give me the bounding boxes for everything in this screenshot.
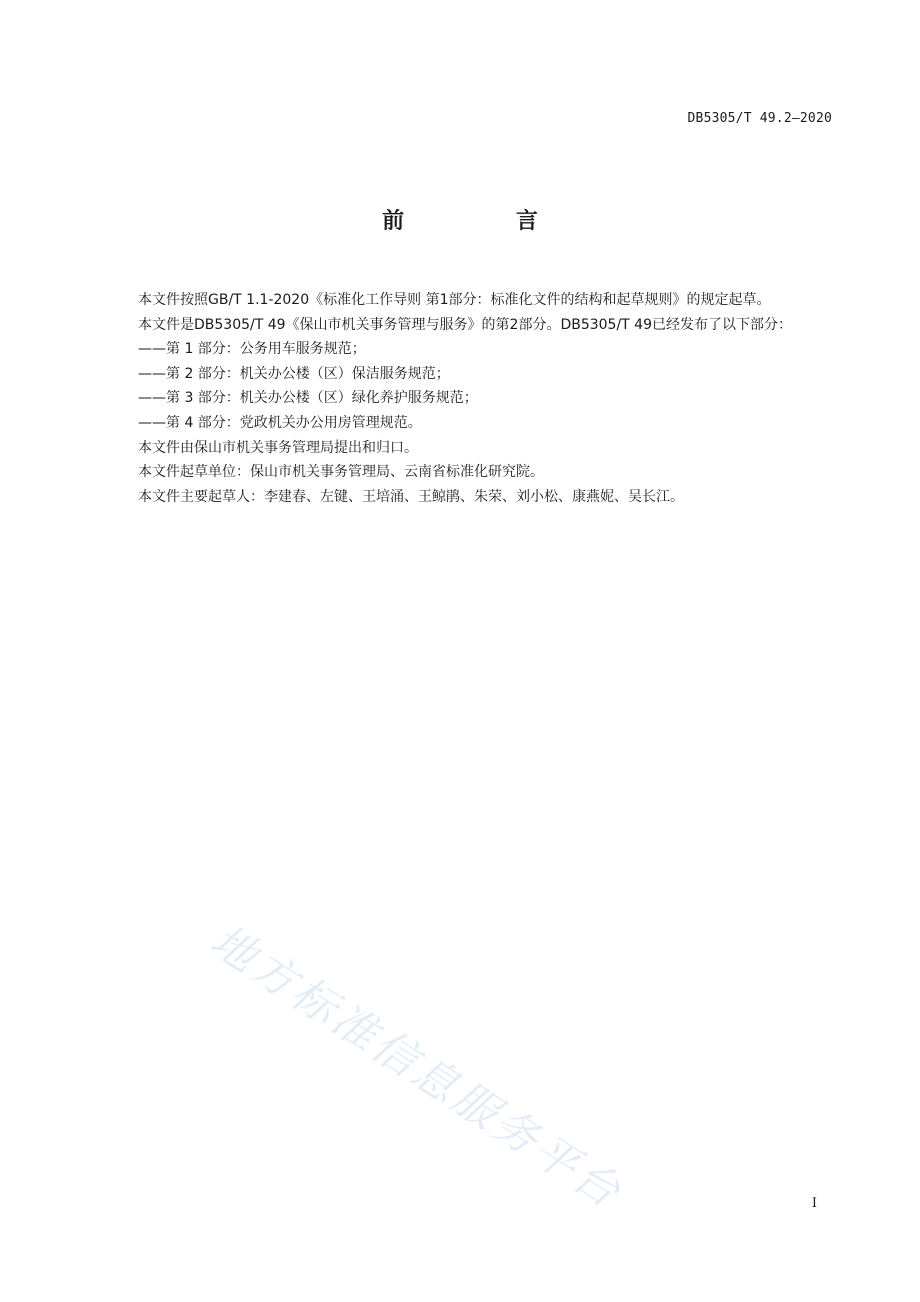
paragraph-series-intro: 本文件是DB5305/T 49《保山市机关事务管理与服务》的第2部分。DB5305/T 49已经发布了以下部分：	[138, 316, 792, 333]
paragraph-standard-basis: 本文件按照GB/T 1.1-2020《标准化工作导则 第1部分：标准化文件的结构和起草规则》的规定起草。	[138, 292, 771, 308]
document-number: DB5305/T 49.2—2020	[687, 111, 832, 126]
watermark-text: 地方标准信息服务平台	[201, 915, 632, 1220]
list-item-part-3: ——第 3 部分：机关办公楼（区）绿化养护服务规范；	[138, 390, 478, 407]
list-item-part-4: ——第 4 部分：党政机关办公用房管理规范。	[138, 414, 422, 431]
paragraph-drafting-units: 本文件起草单位：保山市机关事务管理局、云南省标准化研究院。	[138, 464, 544, 481]
foreword-body	[110, 288, 832, 509]
paragraph-drafters: 本文件主要起草人：李建春、左键、王培涌、王鲸鹃、朱荣、刘小松、康燕妮、吴长江。	[138, 488, 684, 505]
list-item-part-2: ——第 2 部分：机关办公楼（区）保洁服务规范；	[138, 365, 450, 382]
paragraph-proposer: 本文件由保山市机关事务管理局提出和归口。	[138, 439, 418, 456]
section-title-foreword: 前 言	[382, 209, 590, 234]
page-number: I	[811, 1196, 817, 1211]
list-item-part-1: ——第 1 部分：公务用车服务规范；	[138, 341, 366, 358]
